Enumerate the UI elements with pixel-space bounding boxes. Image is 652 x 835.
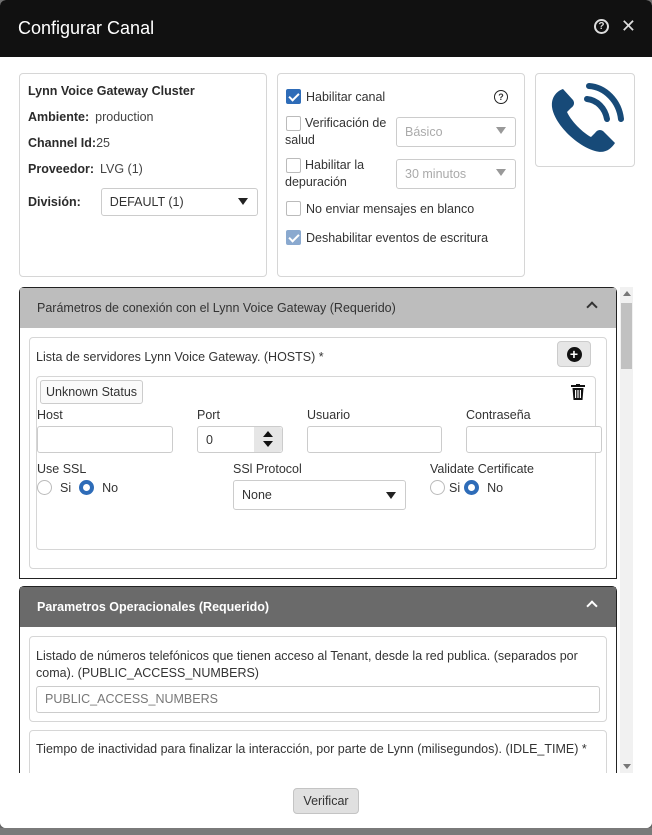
channel-info-card — [19, 73, 267, 277]
use-ssl-si-label: Si — [60, 480, 72, 495]
operational-section — [19, 586, 617, 773]
validate-no-label: No — [487, 480, 504, 495]
verify-button[interactable]: Verificar — [293, 788, 358, 814]
port-value: 0 — [206, 432, 213, 447]
scroll-up-icon[interactable] — [623, 291, 631, 296]
verificacion-salud-label-2: salud — [285, 133, 315, 147]
question-circle-icon[interactable]: ? — [594, 19, 609, 34]
verificacion-salud-select[interactable] — [396, 117, 516, 147]
no-enviar-blanco-checkbox[interactable] — [286, 201, 301, 216]
use-ssl-no-label: No — [102, 480, 119, 495]
password-label: Contraseña — [466, 408, 531, 422]
validate-si-label: Si — [449, 480, 461, 495]
habilitar-depuracion-select[interactable] — [396, 159, 516, 189]
ssl-protocol-label: SSl Protocol — [233, 462, 302, 476]
ssl-protocol-value: None — [242, 488, 272, 502]
scrollbar-thumb[interactable] — [621, 303, 632, 369]
help-icon[interactable]: ? — [494, 90, 508, 104]
habilitar-canal-label: Habilitar canal — [306, 89, 386, 104]
backdrop-strip — [0, 828, 652, 835]
idle-time-label: Tiempo de inactividad para finalizar la interacción, por parte de Lynn (milisegundos). (IDLE_TIME) * — [36, 742, 587, 756]
hosts-label: Lista de servidores Lynn Voice Gateway. (HOSTS) * — [36, 350, 324, 364]
connection-section-title: Parámetros de conexión con el Lynn Voice Gateway (Requerido) — [37, 301, 396, 315]
chevron-down-icon — [386, 492, 396, 499]
dialog-title: Configurar Canal — [18, 18, 155, 38]
no-enviar-blanco-label: No enviar mensajes en blanco — [306, 201, 475, 216]
port-stepper[interactable] — [197, 426, 283, 453]
verificacion-salud-select-value: Básico — [405, 125, 443, 139]
use-ssl-no-radio[interactable] — [79, 480, 94, 495]
vertical-scrollbar[interactable] — [620, 287, 633, 773]
host-label: Host — [37, 408, 63, 422]
chevron-down-icon — [496, 127, 506, 134]
channel-id-label: Channel Id: — [28, 136, 97, 150]
config-scroll-area[interactable] — [19, 287, 617, 773]
add-server-button[interactable] — [557, 341, 591, 367]
stepper-arrows-icon[interactable] — [254, 427, 282, 452]
close-icon[interactable]: ✕ — [620, 16, 636, 36]
validate-no-radio[interactable] — [464, 480, 479, 495]
channel-options-card — [277, 73, 525, 277]
port-label: Port — [197, 408, 220, 422]
password-input[interactable] — [466, 426, 602, 453]
public-numbers-label: Listado de números telefónicos que tienen acceso al Tenant, desde la red publica. (separados por coma). (PUBLIC_ACCESS_NUMBERS) — [36, 649, 578, 680]
ssl-protocol-select[interactable] — [233, 480, 406, 510]
deshabilitar-escritura-label: Deshabilitar eventos de escritura — [306, 230, 489, 245]
division-select-value: DEFAULT (1) — [109, 195, 184, 209]
host-input[interactable] — [37, 426, 173, 453]
channel-icon-card — [535, 73, 635, 167]
habilitar-depuracion-checkbox[interactable] — [286, 158, 301, 173]
habilitar-canal-checkbox[interactable] — [286, 89, 301, 104]
server-status-badge: Unknown Status — [40, 380, 143, 404]
use-ssl-si-radio[interactable] — [37, 480, 52, 495]
deshabilitar-escritura-checkbox[interactable] — [286, 230, 301, 245]
usuario-label: Usuario — [307, 408, 351, 422]
validate-si-radio[interactable] — [430, 480, 445, 495]
division-select[interactable] — [101, 188, 258, 216]
channel-id-value: 25 — [96, 136, 110, 150]
dialog-titlebar — [0, 0, 652, 57]
server-entry — [36, 376, 596, 550]
division-label: División: — [28, 195, 81, 209]
proveedor-label: Proveedor: — [28, 162, 94, 176]
connection-section-header[interactable] — [20, 288, 616, 328]
ambiente-value: production — [95, 110, 154, 124]
public-numbers-input[interactable]: PUBLIC_ACCESS_NUMBERS — [36, 686, 600, 713]
habilitar-depuracion-select-value: 30 minutos — [405, 167, 467, 181]
public-numbers-box — [29, 636, 607, 722]
verificacion-salud-checkbox[interactable] — [286, 116, 301, 131]
chevron-up-icon[interactable] — [586, 301, 597, 312]
use-ssl-label: Use SSL — [37, 462, 87, 476]
dialog-footer — [0, 773, 652, 828]
connection-section — [19, 287, 617, 579]
trash-icon[interactable] — [571, 384, 585, 403]
plus-circle-icon: + — [567, 347, 582, 362]
idle-time-box — [29, 730, 607, 773]
operational-section-header[interactable] — [20, 587, 616, 627]
channel-name: Lynn Voice Gateway Cluster — [28, 84, 195, 98]
scroll-down-icon[interactable] — [623, 764, 631, 769]
habilitar-depuracion-label-2: depuración — [285, 175, 347, 189]
chevron-up-icon[interactable] — [586, 600, 597, 611]
chevron-down-icon — [496, 169, 506, 176]
proveedor-value: LVG (1) — [100, 162, 143, 176]
phone-icon — [545, 81, 625, 159]
habilitar-depuracion-label-1: Habilitar la — [305, 158, 365, 172]
usuario-input[interactable] — [307, 426, 442, 453]
operational-section-title: Parametros Operacionales (Requerido) — [37, 600, 270, 614]
hosts-box — [29, 337, 607, 569]
chevron-down-icon — [238, 198, 248, 205]
verificacion-salud-label-1: Verificación de — [305, 116, 387, 130]
ambiente-label: Ambiente: — [28, 110, 90, 124]
validate-certificate-label: Validate Certificate — [430, 462, 534, 476]
